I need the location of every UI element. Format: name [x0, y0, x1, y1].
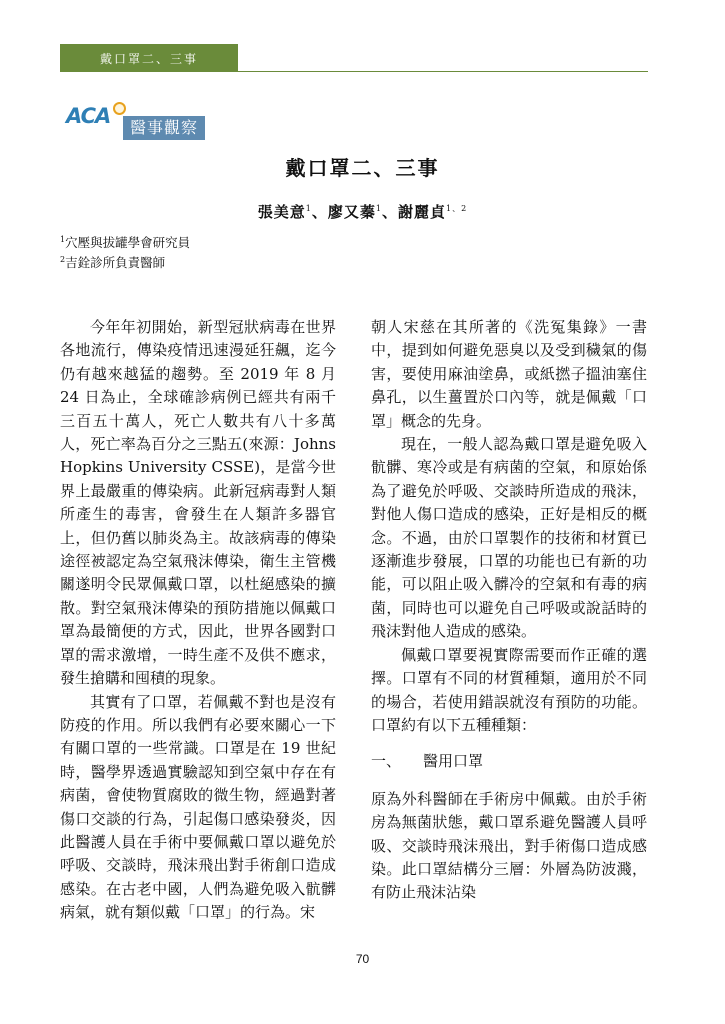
author-line: [0, 201, 725, 222]
author-affil-marker: 1: [305, 204, 312, 213]
body-paragraph-continued: 朝人宋慈在其所著的《洗冤集錄》一書中，提到如何避免惡臭以及受到穢氣的傷害，要使用麻油塗鼻，或紙撚子搵油塞住鼻孔，以生薑置於口內等，就是佩戴「口罩」概念的先身。: [371, 318, 647, 430]
column-name-badge: 醫事觀察: [123, 116, 205, 140]
author-name: 謝麗貞: [398, 203, 447, 221]
author-separator: 、: [382, 203, 399, 221]
body-paragraph: 其實有了口罩，若佩戴不對也是沒有防疫的作用。所以我們有必要來關心一下有關口罩的一些常識。口罩是在 19 世紀時，醫學界透過實驗認知到空氣中存在有病菌，會使物質腐敗的微生物，經過對著傷口交談的行為，引起傷口感染發炎，因此醫護人員在手術中要佩戴口罩以避免於呼吸、交談時，飛沫飛出對手術創口造成感染。在古老中國，人們為避免吸入骯髒病氣，就有類似戴「口罩」的行為。宋: [60, 692, 336, 922]
page-number: 70: [355, 952, 370, 966]
list-item-title: 醫用口罩: [423, 752, 484, 771]
body-paragraph: 佩戴口罩要視實際需要而作正確的選擇。口罩有不同的材質種類，適用於不同的場合，若使用錯誤就沒有預防的功能。口罩約有以下五種種類：: [371, 645, 647, 734]
author-separator: 、: [311, 203, 328, 221]
author-affil-marker: 1、2: [446, 204, 468, 213]
header-rule: [238, 71, 648, 72]
left-column: [60, 316, 336, 925]
body-paragraph: 今年年初開始，新型冠狀病毒在世界各地流行，傳染疫情迅速漫延狂飆，迄今仍有越來越猛的趨勢。至 2019 年 8 月 24 日為止，全球確診病例已經共有兩千三百五十萬人，死亡人數共有八十多萬人，死亡率為百分之三點五(來源：Johns Hopkins University CSSE)，是當今世界上最嚴重的傳染病。此新冠病毒對人類所產生的毒害，會發生在人類許多器官上，但仍舊以肺炎為主。故該病毒的傳染途徑被認定為空氣飛沫傳染，衛生主管機關遂明令民眾佩戴口罩，以杜絕感染的擴散。對空氣飛沫傳染的預防措施以佩戴口罩為最簡便的方式，因此，世界各國對口罩的需求激增，一時生產不及供不應求，發生搶購和囤積的現象。: [60, 318, 336, 688]
author-affil-marker: 1: [375, 204, 382, 213]
author-name: 張美意: [257, 203, 306, 221]
aca-logo-text: ACA: [66, 104, 111, 128]
list-item-heading: [371, 750, 647, 773]
affiliation-item: $^1$穴壓與拔罐學會研究員: [60, 235, 191, 251]
column-logo: [66, 100, 226, 144]
affiliations: [60, 231, 190, 271]
right-column: [371, 316, 647, 905]
list-item-body: 原為外科醫師在手術房中佩戴。由於手術房為無菌狀態，戴口罩系避免醫護人員呼吸、交談時飛沫飛出，對手術傷口造成感染。此口罩結構分三層：外層為防波濺，有防止飛沫沾染: [371, 789, 647, 902]
affiliation-item: $^2$吉銓診所負責醫師: [60, 255, 166, 271]
author-name: 廖又蓁: [327, 203, 376, 221]
article-title: 戴口罩二、三事: [285, 156, 440, 180]
body-paragraph: 現在，一般人認為戴口罩是避免吸入骯髒、寒冷或是有病菌的空氣，和原始係為了避免於呼吸、交談時所造成的飛沫，對他人傷口造成的感染，正好是相反的概念。不過，由於口罩製作的技術和材質已逐漸進步發展，口罩的功能也已有新的功能，可以阻止吸入髒冷的空氣和有毒的病菌，同時也可以避免自己呼吸或說話時的飛沫對他人造成的感染。: [371, 435, 647, 641]
running-header: [60, 44, 238, 72]
logo-dot-icon: [113, 102, 126, 115]
list-item-number: 一、: [371, 752, 402, 771]
running-header-text: 戴口罩二、三事: [99, 51, 198, 66]
